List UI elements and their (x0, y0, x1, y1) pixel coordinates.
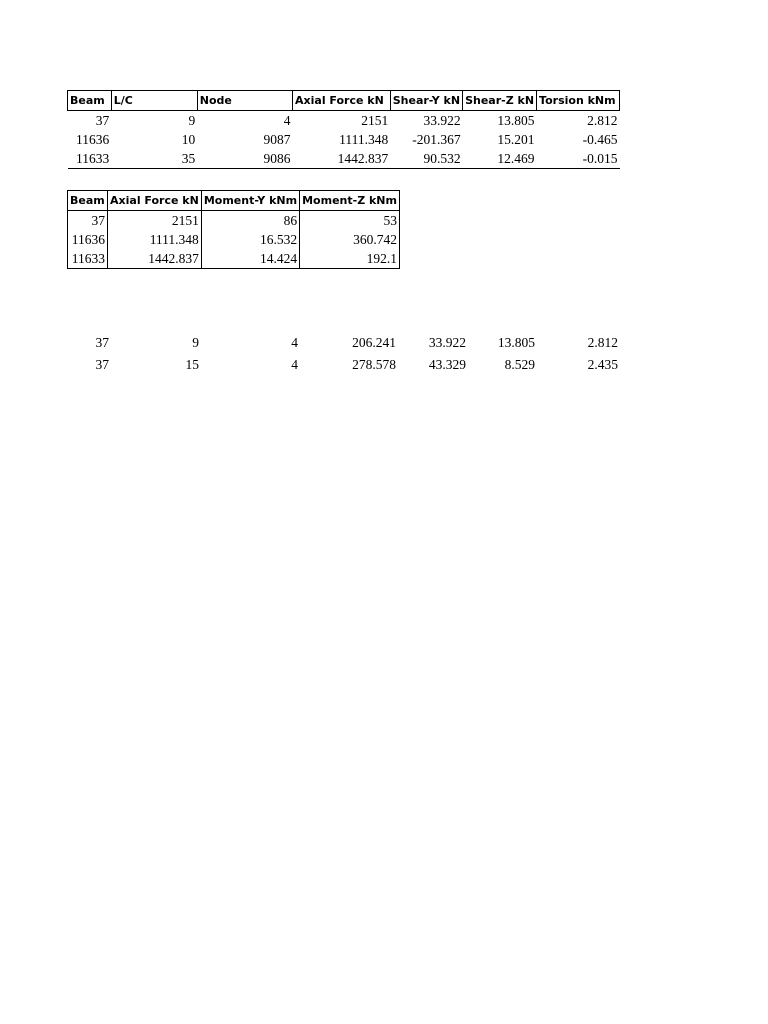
cell-axial-force: 206.241 (352, 335, 396, 350)
cell-load-case: 9 (192, 335, 199, 350)
cell-axial-force: 2151 (108, 211, 202, 231)
cell-beam: 37 (95, 357, 109, 372)
cell-beam: 11633 (68, 149, 112, 169)
header-node: Node (197, 91, 292, 111)
cell-moment-y: 16.532 (201, 230, 299, 249)
additional-beam-results (67, 332, 620, 376)
table-row (68, 130, 620, 149)
header-axial-force: Axial Force kN (293, 91, 391, 111)
cell-load-case: 35 (111, 149, 197, 169)
header-load-case: L/C (111, 91, 197, 111)
cell-torsion: -0.015 (537, 149, 620, 169)
cell-axial-force: 1442.837 (293, 149, 391, 169)
table-row (68, 111, 620, 131)
header-torsion: Torsion kNm (537, 91, 620, 111)
cell-shear-y: 90.532 (390, 149, 462, 169)
table-row (67, 332, 620, 354)
cell-beam: 37 (95, 335, 109, 350)
cell-node: 4 (283, 113, 291, 128)
beam-forces-table (67, 90, 620, 169)
table-row (68, 149, 620, 169)
table-row (68, 230, 400, 249)
header-moment-y: Moment-Y kNm (201, 191, 299, 211)
header-moment-z: Moment-Z kNm (300, 191, 400, 211)
header-shear-z: Shear-Z kN (463, 91, 537, 111)
cell-node: 9087 (263, 132, 291, 147)
cell-node: 4 (291, 335, 298, 350)
cell-axial-force: 1442.837 (108, 249, 202, 269)
cell-moment-y: 14.424 (201, 249, 299, 269)
cell-shear-z: 13.805 (497, 335, 535, 350)
cell-beam: 37 (95, 113, 110, 128)
cell-beam: 37 (68, 211, 108, 231)
table-row (67, 354, 620, 376)
cell-shear-y: -201.367 (412, 132, 461, 147)
cell-shear-z: 15.201 (497, 132, 535, 147)
cell-axial-force: 2151 (361, 113, 389, 128)
cell-axial-force: 1111.348 (108, 230, 202, 249)
cell-moment-z: 53 (300, 211, 400, 231)
cell-shear-z: 8.529 (504, 357, 535, 372)
header-beam: Beam (68, 91, 112, 111)
cell-torsion: 2.812 (587, 113, 618, 128)
table-header-row (68, 191, 400, 211)
cell-torsion: 2.812 (587, 335, 618, 350)
cell-node: 4 (291, 357, 298, 372)
cell-torsion: -0.465 (582, 132, 618, 147)
cell-moment-y: 86 (201, 211, 299, 231)
cell-axial-force: 278.578 (352, 357, 396, 372)
header-axial-force: Axial Force kN (108, 191, 202, 211)
cell-load-case: 9 (188, 113, 196, 128)
beam-moments-table (67, 190, 400, 269)
cell-beam: 11633 (68, 249, 108, 269)
table-row (68, 211, 400, 231)
cell-shear-y: 33.922 (428, 335, 466, 350)
cell-load-case: 15 (185, 357, 199, 372)
cell-shear-z: 13.805 (497, 113, 535, 128)
cell-shear-y: 33.922 (423, 113, 461, 128)
table-row (68, 249, 400, 269)
cell-beam: 11636 (75, 132, 110, 147)
cell-moment-z: 192.1 (300, 249, 400, 269)
cell-shear-z: 12.469 (463, 149, 537, 169)
header-beam: Beam (68, 191, 108, 211)
cell-load-case: 10 (181, 132, 196, 147)
table-header-row (68, 91, 620, 111)
cell-shear-y: 43.329 (428, 357, 466, 372)
cell-beam: 11636 (68, 230, 108, 249)
cell-moment-z: 360.742 (300, 230, 400, 249)
cell-torsion: 2.435 (587, 357, 618, 372)
header-shear-y: Shear-Y kN (390, 91, 462, 111)
cell-axial-force: 1111.348 (339, 132, 389, 147)
cell-node: 9086 (197, 149, 292, 169)
